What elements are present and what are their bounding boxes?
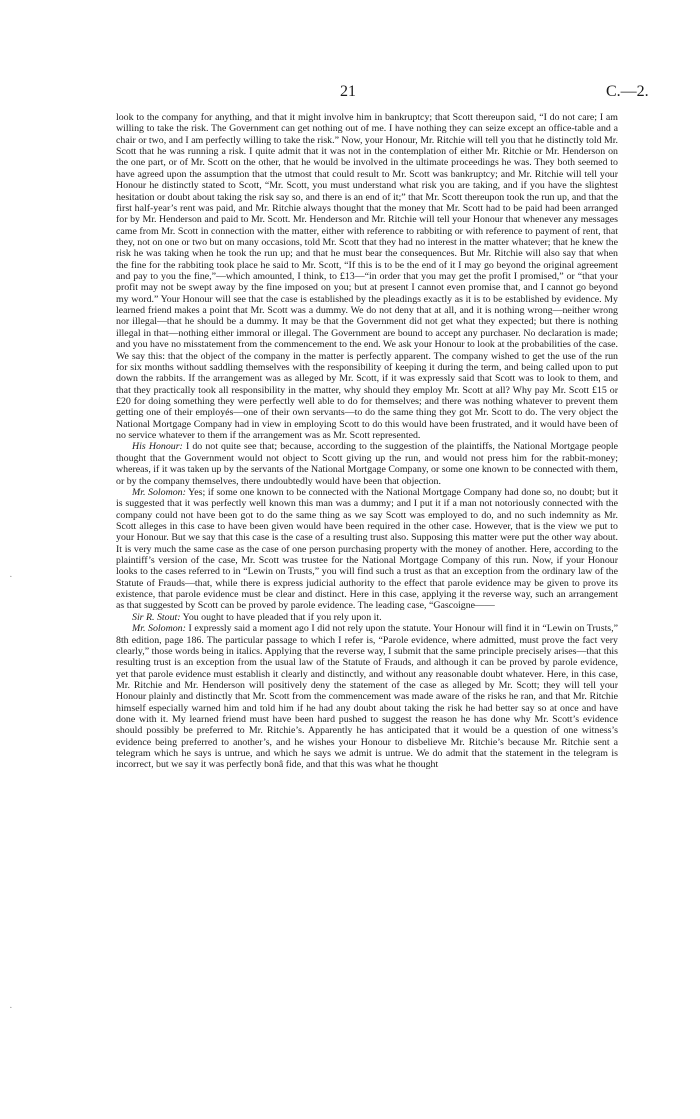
paragraph-text: I expressly said a moment ago I did not rely upon the statute. Your Honour will find it in “Lewin on Trusts,” 8th edition, page 186. The particular passage to which I refer is, “Parole evidence, where admitted, must prove the fact very clearly,” those words being in italics. Applying that the reverse way, I submit that the same principle precisely arises—that this resulting trust is an exception from the usual law of the Statute of Frauds, and although it can be proved by parole evidence, yet that parole evidence must establish it clearly and distinctly, and without any reasonable doubt whatever. Here, in this case, Mr. Ritchie and Mr. Henderson will positively deny the statement of the case as alleged by Mr. Scott; they will tell your Honour plainly and distinctly that Mr. Scott from the commencement was made aware of the risks he ran, and that Mr. Ritchie himself especially warned him and told him if he had any doubt about taking the risk he had better say so at once and have done with it. My learned friend must have been hard pushed to suggest the reason he has done why Mr. Scott’s evidence should possibly be preferred to Mr. Ritchie’s. Apparently he has anticipated that it would be a question of one witness’s evidence being preferred to another’s, and he wishes your Honour to disbelieve Mr. Ritchie’s because Mr. Ritchie sent a telegram which he says is untrue, and which he says we admit is untrue. We do admit that the statement in the telegram is incorrect, but we say it was perfectly bonâ fide, and that this was what he thought: [116, 623, 619, 771]
paragraph-text: Yes; if some one known to be connected with the National Mortgage Company had done so, no doubt; but it is suggested that it was perfectly well known this man was a dummy; and I put it if a man not notoriously connected with the company could not have been got to do the same thing as we say Scott was employed to do, and no such indemnity as Mr. Scott alleges in this case to have been given would have been required in the other case. However, that is the view we put to your Honour. But we say that this case is the case of a resulting trust also. Supposing this matter were put the other way about. It is very much the same case as the case of one person purchasing property with the money of another. Here, according to the plaintiff’s version of the case, Mr. Scott was trustee for the National Mortgage Company of this run. Now, if your Honour looks to the cases referred to in “Lewin on Trusts,” you will find such a trust as that an exception from the ordinary law of the Statute of Frauds—that, while there is express judicial authority to the effect that parole evidence may be given to prove its existence, that parole evidence must be clear and distinct. Here in this case, applying it the reverse way, such an arrangement as that suggested by Scott can be proved by parole evidence. The leading case, “Gascoigne——: [116, 486, 618, 612]
page-header: [0, 83, 700, 103]
paragraph: [116, 112, 618, 441]
paragraph: [116, 487, 618, 612]
speaker-name: Mr. Solomon:: [132, 486, 186, 498]
margin-speck: ·: [9, 1002, 13, 1014]
speaker-name: Mr. Solomon:: [132, 623, 186, 635]
margin-speck: ·: [9, 571, 13, 583]
page-number: 21: [340, 83, 356, 100]
paragraph-text: I do not quite see that; because, according to the suggestion of the plaintiffs, the National Mortgage people thought that the Government would not object to Scott giving up the run, and would not press him for the rabbit-money; whereas, if it was taken up by the servants of the National Mortgage Company, or some one known to be connected with them, or by the company themselves, there undoubtedly would have been that objection.: [116, 441, 619, 487]
paragraph: [116, 612, 618, 623]
paragraph: [116, 441, 618, 486]
paragraph-text: You ought to have pleaded that if you rely upon it.: [182, 611, 382, 623]
speaker-name: His Honour:: [132, 441, 183, 453]
document-body: [116, 112, 618, 771]
page-reference: C.—2.: [606, 83, 649, 100]
paragraph-text: look to the company for anything, and that it might involve him in bankruptcy; that Scott thereupon said, “I do not care; I am willing to take the risk. The Government can get nothing out of me. I have nothing they can seize except an office-table and a chair or two, and I am perfectly willing to take the risk.” Now, your Honour, Mr. Ritchie will tell you that he distinctly told Mr. Scott that he was running a risk. I quite admit that it was not in the contemplation of either Mr. Ritchie or Mr. Henderson on the one part, or of Mr. Scott on the other, that he would be involved in the ultimate proceedings he was. They both seemed to have agreed upon the assumption that the utmost that could result to Mr. Scott was bankruptcy; and Mr. Ritchie will tell your Honour he distinctly stated to Scott, “Mr. Scott, you must understand what risk you are taking, and if you have the slightest hesitation or doubt about taking the risk say so, and there is an end of it;” that Mr. Scott thereupon took the run up, and that the first half-year’s rent was paid, and Mr. Ritchie always thought that the money that Mr. Scott had to be paid had been arranged for by Mr. Henderson and paid to Mr. Scott. Mr. Henderson and Mr. Ritchie will tell your Honour that whenever any messages came from Mr. Scott in connection with the matter, either with reference to rabbiting or with reference to payment of rent, that they, not on one or two but on many occasions, told Mr. Scott that they had no interest in the matter whatever; that he knew the risk he was taking when he took the run up; and that he must bear the consequences. But Mr. Ritchie will also say that when the fine for the rabbiting took place he said to Mr. Scott, “If this is to be the end of it I may go beyond the original agreement and pay to you the fine,”—which amounted, I think, to £13—“in order that you may get the profit I promised,” or “that your profit may not be swept away by the fine imposed on you; but at present I cannot even promise that, and I cannot go beyond my word.” Your Honour will see that the case is established by the pleadings exactly as it is to be established by evidence. My learned friend makes a point that Mr. Scott was a dummy. We do not deny that at all, and it is nothing wrong—neither wrong nor illegal—that he should be a dummy. It may be that the Government did not get what they expected; but there is nothing illegal in that—nothing either immoral or illegal. The Government are bound to accept any purchaser. No declaration is made; and you have no misstatement from the commencement to the end. We ask your Honour to look at the probabilities of the case. We say this: that the object of the company in the matter is perfectly apparent. The company wished to get the use of the run for six months without saddling themselves with the responsibility of keeping it during the term, and being called upon to put down the rabbits. If the arrangement was as alleged by Mr. Scott, if it was expressly said that Scott was to look to them, and that they practically took all responsibility in the matter, why should they employ Mr. Scott at all? Why pay Mr. Scott £15 or £20 for doing something they were perfectly well able to do for themselves; and there was nothing whatever to prevent them getting one of their employés—one of their own servants—to do the same thing they got Mr. Scott to do. The very object the National Mortgage Company had in view in employing Scott to do this would have been frustrated, and it would have been of no service whatever to them if the arrangement was as Mr. Scott represented.: [116, 112, 618, 442]
paragraph: [116, 623, 618, 771]
speaker-name: Sir R. Stout:: [132, 611, 181, 623]
